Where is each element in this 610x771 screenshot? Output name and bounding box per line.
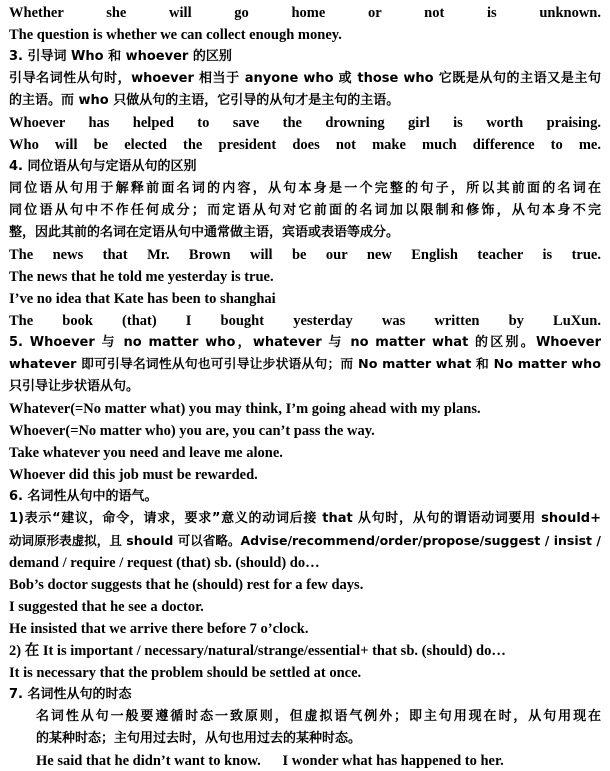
example-sentence: Whatever(=No matter what) you may think, I’m going ahead with my plans. <box>9 401 481 417</box>
example-sentence: Take whatever you need and leave me alone. <box>9 445 283 461</box>
section-heading-6: 6. 名词性从句中的语气。 <box>9 489 158 504</box>
example-sentence: I suggested that he see a doctor. <box>9 599 204 615</box>
paragraph-line: 的某种时态；主句用过去时，从句也用过去的某种时态。 <box>36 731 362 746</box>
section-heading-5: 5. Whoever 与 no matter who，whatever 与 no matter what 的区别。Whoever <box>9 335 601 350</box>
example-sentence: demand / require / request (that) sb. (should) do… <box>9 555 320 571</box>
example-sentence: The news that Mr. Brown will be our new English teacher is true. <box>9 247 601 263</box>
paragraph-line: 同位语从句中不作任何成分；而定语从句对它前面的名词加以限制和修饰，从句本身不完 <box>9 203 601 218</box>
example-sentence: Whoever has helped to save the drowning girl is worth praising. <box>9 115 601 131</box>
example-sentence: Who will be elected the president does not make much difference to me. <box>9 137 601 153</box>
section-heading-7: 7. 名词性从句的时态 <box>9 687 132 702</box>
paragraph-line: 2) 在 It is important / necessary/natural/strange/essential+ that sb. (should) do… <box>9 643 506 659</box>
section-heading-4: 4. 同位语从句与定语从句的区别 <box>9 159 197 174</box>
paragraph-line: 名词性从句一般要遵循时态一致原则，但虚拟语气例外；即主句用现在时，从句用现在 <box>36 709 601 724</box>
example-sentence: He said that he didn’t want to know. I wonder what has happened to her. <box>36 753 504 769</box>
paragraph-line: 同位语从句用于解释前面名词的内容，从句本身是一个完整的句子，所以其前面的名词在 <box>9 181 601 196</box>
example-sentence: Whether she will go home or not is unknown. <box>9 5 601 21</box>
paragraph-line: 动词原形表虚拟，且 should 可以省略。Advise/recommend/order/propose/suggest / insist / <box>9 533 601 548</box>
paragraph-line: 1)表示“建议，命令，请求，要求”意义的动词后接 that 从句时，从句的谓语动词要用 should+ <box>9 511 601 526</box>
example-sentence: Whoever(=No matter who) you are, you can’t pass the way. <box>9 423 375 439</box>
example-sentence: It is necessary that the problem should be settled at once. <box>9 665 362 681</box>
example-sentence: Bob’s doctor suggests that he (should) rest for a few days. <box>9 577 364 593</box>
paragraph-line: whatever 即可引导名词性从句也可引导让步状语从句；而 No matter what 和 No matter who <box>9 357 601 372</box>
example-sentence: I’ve no idea that Kate has been to shanghai <box>9 291 276 307</box>
example-sentence: Whoever did this job must be rewarded. <box>9 467 258 483</box>
example-sentence: He insisted that we arrive there before 7 o’clock. <box>9 621 309 637</box>
example-sentence: The news that he told me yesterday is true. <box>9 269 274 285</box>
paragraph-line: 整，因此其前的名词在定语从句中通常做主语，宾语或表语等成分。 <box>9 225 400 240</box>
example-sentence: The question is whether we can collect enough money. <box>9 27 342 43</box>
paragraph-line: 的主语。而 who 只做从句的主语，它引导的从句才是主句的主语。 <box>9 93 400 108</box>
paragraph-line: 只引导让步状语从句。 <box>9 379 140 394</box>
section-heading-3: 3. 引导词 Who 和 whoever 的区别 <box>9 49 232 64</box>
paragraph-line: 引导名词性从句时，whoever 相当于 anyone who 或 those who 它既是从句的主语又是主句 <box>9 71 601 86</box>
example-sentence: The book (that) I bought yesterday was written by LuXun. <box>9 313 601 329</box>
